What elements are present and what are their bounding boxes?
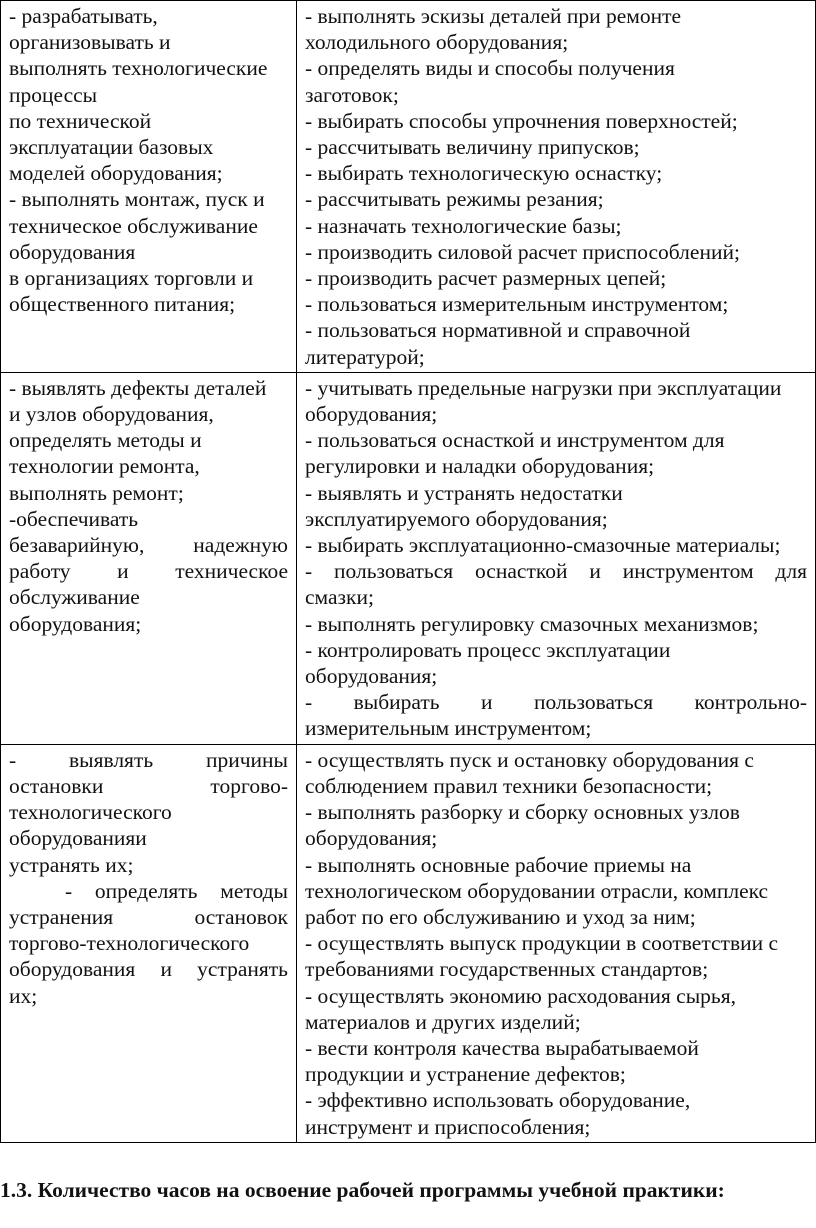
text-line: эксплуатации базовых xyxy=(9,135,214,160)
text-line: - пользоваться оснасткой и инструментом для xyxy=(305,559,807,584)
text-line: - назначать технологические базы; xyxy=(305,213,622,238)
text-line: соблюдением правил техники безопасности; xyxy=(305,773,713,798)
skills-cell xyxy=(1,1,297,373)
text-line: инструмент и приспособления; xyxy=(305,1114,591,1139)
abilities-cell xyxy=(297,1,816,373)
text-line: - рассчитывать режимы резания; xyxy=(305,187,604,212)
text-line: - выявлять дефекты деталей xyxy=(9,375,267,400)
abilities-cell xyxy=(297,744,816,1142)
text-line: устранения остановок xyxy=(9,904,288,929)
text-line: требованиями государственных стандартов; xyxy=(305,957,709,982)
text-line: оборудования; xyxy=(9,611,142,636)
text-line: оборудованияи xyxy=(9,826,147,851)
text-line: оборудования; xyxy=(305,402,438,427)
text-line: и узлов оборудования, xyxy=(9,402,214,427)
text-line: материалов и других изделий; xyxy=(305,1009,581,1034)
text-line: работ по его обслуживанию и уход за ним; xyxy=(305,904,696,929)
text-line: измерительным инструментом; xyxy=(305,716,592,741)
text-line: - осуществлять пуск и остановку оборудования с xyxy=(305,747,754,772)
text-line: -обеспечивать xyxy=(9,506,139,531)
text-line: - выявлять и устранять недостатки xyxy=(305,480,623,505)
text-line: - выбирать и пользоваться контрольно- xyxy=(305,690,807,715)
text-line: в организациях торговли и xyxy=(9,266,254,291)
text-line: технологии ремонта, xyxy=(9,454,200,479)
text-line: - выявлять причины xyxy=(9,747,288,772)
text-line: холодильного оборудования; xyxy=(305,30,569,55)
text-line: - выбирать технологическую оснастку; xyxy=(305,161,663,186)
text-line: - пользоваться нормативной и справочной xyxy=(305,318,691,343)
text-line: - выбирать эксплуатационно-смазочные материалы; xyxy=(305,533,781,558)
text-line: продукции и устранение дефектов; xyxy=(305,1062,626,1087)
text-line: - выполнять регулировку смазочных механизмов; xyxy=(305,611,759,636)
text-line: - вести контроля качества вырабатываемой xyxy=(305,1035,699,1060)
text-line: - контролировать процесс эксплуатации xyxy=(305,637,671,662)
text-line: смазки; xyxy=(305,585,374,610)
skills-cell xyxy=(1,744,297,1142)
text-line: обслуживание xyxy=(9,585,140,610)
text-line: оборудования и устранять xyxy=(9,957,288,982)
text-line: - учитывать предельные нагрузки при эксплуатации xyxy=(305,375,782,400)
section-heading: 1.3. Количество часов на освоение рабочей программы учебной практики: xyxy=(0,1178,725,1202)
text-line: регулировки и наладки оборудования; xyxy=(305,454,655,479)
text-line: организовывать и xyxy=(9,30,171,55)
text-line: - выполнять разборку и сборку основных узлов xyxy=(305,800,740,825)
text-line: - разрабатывать, xyxy=(9,4,158,28)
text-line: техническое обслуживание xyxy=(9,213,258,238)
text-line: - определять методы xyxy=(65,878,288,903)
text-line: по технической xyxy=(9,108,152,133)
text-line: литературой; xyxy=(305,344,425,369)
text-line: - производить расчет размерных цепей; xyxy=(305,266,667,291)
text-line: технологическом оборудовании отрасли, комплекс xyxy=(305,878,769,903)
text-line: общественного питания; xyxy=(9,292,236,317)
text-line: определять методы и xyxy=(9,428,202,453)
table-row xyxy=(1,372,816,744)
text-line: их; xyxy=(9,983,38,1008)
abilities-cell xyxy=(297,372,816,744)
text-line: оборудования; xyxy=(305,664,438,689)
text-line: - пользоваться измерительным инструментом; xyxy=(305,292,729,317)
table-row xyxy=(1,1,816,373)
text-line: остановки торгово- xyxy=(9,773,288,798)
text-line: - выбирать способы упрочнения поверхностей; xyxy=(305,108,738,133)
text-line: выполнять ремонт; xyxy=(9,480,184,505)
text-line: - выполнять эскизы деталей при ремонте xyxy=(305,4,682,28)
text-line: - эффективно использовать оборудование, xyxy=(305,1088,691,1113)
text-line: - осуществлять выпуск продукции в соответствии с xyxy=(305,931,779,956)
text-line: эксплуатируемого оборудования; xyxy=(305,506,608,531)
text-line: - пользоваться оснасткой и инструментом для xyxy=(305,428,725,453)
text-line: безаварийную, надежную xyxy=(9,533,288,558)
text-line: оборудования xyxy=(9,239,136,264)
text-line: торгово-технологического xyxy=(9,931,250,956)
table-row xyxy=(1,744,816,1142)
text-line: моделей оборудования; xyxy=(9,161,223,186)
text-line: устранять их; xyxy=(9,852,134,877)
text-line: - производить силовой расчет приспособлений; xyxy=(305,239,740,264)
text-line: заготовок; xyxy=(305,82,399,107)
text-line: технологического xyxy=(9,800,172,825)
text-line: - выполнять монтаж, пуск и xyxy=(9,187,265,212)
text-line: процессы xyxy=(9,82,98,107)
text-line: выполнять технологические xyxy=(9,56,268,81)
text-line: - рассчитывать величину припусков; xyxy=(305,135,640,160)
skills-cell xyxy=(1,372,297,744)
text-line: оборудования; xyxy=(305,826,438,851)
text-line: - осуществлять экономию расходования сырья, xyxy=(305,983,736,1008)
text-line: работу и техническое xyxy=(9,559,288,584)
text-line: - определять виды и способы получения xyxy=(305,56,675,81)
text-line: - выполнять основные рабочие приемы на xyxy=(305,852,692,877)
